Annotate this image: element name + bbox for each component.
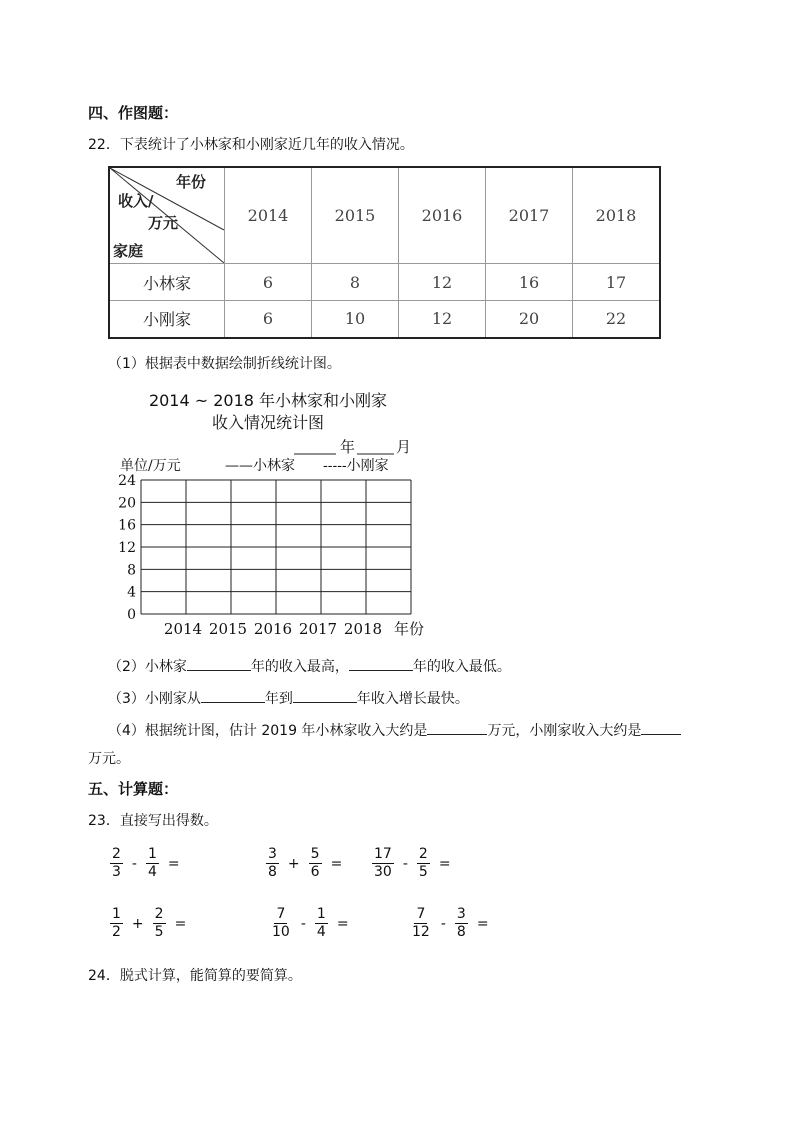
header-unit: 万元 [148,214,179,232]
denominator: 8 [268,864,277,881]
q3-text-a: （3）小刚家从 [108,691,201,707]
calc-expression [106,847,185,881]
q2-text-a: （2）小林家 [108,659,187,675]
fraction [417,847,430,881]
chart-x-axis-label: 年份 [394,620,425,638]
x-tick-label: 2016 [253,620,293,638]
fraction [315,907,328,941]
chart-y-ticks [118,473,136,623]
numerator: 7 [414,907,427,924]
numerator: 17 [372,847,394,864]
row-header-xiaogang: 小刚家 [109,301,225,338]
table-cell: 12 [399,264,486,301]
fraction [455,907,468,941]
q4-text-b: 万元，小刚家收入大约是 [487,723,642,739]
fraction [110,907,123,941]
q4-text-a: （4）根据统计图，估计 2019 年小林家收入大约是 [108,723,428,739]
denominator: 8 [456,924,466,941]
answer-blank-3a[interactable] [201,686,265,703]
row-header-xiaolin: 小林家 [109,264,225,301]
fraction [270,907,292,941]
calc-expression [368,847,456,881]
operator: + [131,915,144,932]
equals-sign: = [167,855,180,872]
header-income: 收入/ [118,192,154,210]
income-table [108,166,661,339]
fraction [372,847,394,881]
answer-blank-3b[interactable] [293,686,357,703]
y-tick-label: 20 [118,495,136,512]
table-cell: 12 [399,301,486,338]
year-header-cell: 2016 [399,167,486,264]
sub-question-1: （1）根据表中数据绘制折线统计图。 [108,356,341,372]
legend-xiaogang: -----小刚家 [323,458,389,474]
y-tick-label: 16 [118,517,136,534]
header-year: 年份 [176,173,207,191]
q3-text-b: 年到 [264,691,293,707]
question-23-text: 23．直接写出得数。 [88,813,218,829]
equals-sign: = [336,915,349,932]
operator: - [440,915,446,932]
answer-blank-4b[interactable] [641,718,681,735]
q2-text-b: 年的收入最高， [250,659,349,675]
y-tick-label: 4 [127,584,136,601]
chart-x-ticks [164,620,382,638]
calc-expression [266,907,354,941]
chart-unit-label: 单位/万元 [120,458,181,474]
year-header-cell: 2014 [225,167,312,264]
question-24-text: 24．脱式计算，能简算的要简算。 [88,968,302,984]
operator: + [287,855,300,872]
denominator: 10 [272,924,290,941]
year-header-cell: 2017 [486,167,573,264]
x-tick-label: 2015 [208,620,248,638]
year-header-cell: 2018 [573,167,661,264]
table-cell: 22 [573,301,661,338]
table-cell: 17 [573,264,661,301]
answer-blank-2b[interactable] [349,654,413,671]
numerator: 1 [146,847,159,864]
operator: - [300,915,306,932]
numerator: 1 [315,907,328,924]
denominator: 3 [112,864,121,881]
numerator: 1 [110,907,123,924]
numerator: 2 [417,847,430,864]
table-cell: 6 [225,264,312,301]
equals-sign: = [438,855,451,872]
x-tick-label: 2018 [343,620,383,638]
denominator: 30 [374,864,392,881]
x-tick-label: 2014 [163,620,203,638]
numerator: 5 [309,847,322,864]
denominator: 5 [418,864,428,881]
q2-text-c: 年的收入最低。 [412,659,511,675]
fraction [410,907,432,941]
sub-question-2 [108,654,511,676]
chart-title-line2: 收入情况统计图 [211,413,325,432]
y-tick-label: 0 [127,607,136,623]
denominator: 2 [112,924,121,941]
table-cell: 10 [312,301,399,338]
y-tick-label: 12 [118,540,136,556]
chart-grid [141,480,411,614]
x-tick-label: 2017 [298,620,338,638]
table-cell: 8 [312,264,399,301]
sub-question-3 [108,686,469,708]
q3-text-c: 年收入增长最快。 [356,691,469,707]
operator: - [131,855,137,872]
numerator: 2 [110,847,123,864]
table-diagonal-header [109,167,225,264]
calc-expression [106,907,191,941]
denominator: 4 [316,924,326,941]
section-5-heading: 五、计算题： [88,780,179,798]
numerator: 3 [266,847,279,864]
numerator: 7 [274,907,287,924]
answer-blank-4a[interactable] [427,718,487,735]
y-tick-label: 24 [118,473,136,489]
calc-expression [262,847,347,881]
fraction [309,847,322,881]
equals-sign: = [330,855,343,872]
numerator: 2 [153,907,166,924]
sub-question-4 [108,718,681,740]
denominator: 5 [154,924,164,941]
operator: - [402,855,408,872]
question-22-text: 22．下表统计了小林家和小刚家近几年的收入情况。 [88,137,414,153]
fraction [146,847,159,881]
table-cell: 16 [486,264,573,301]
section-4-heading: 四、作图题： [88,104,179,122]
header-family: 家庭 [113,242,144,260]
denominator: 12 [412,924,430,941]
fraction [266,847,279,881]
table-cell: 6 [225,301,312,338]
denominator: 4 [147,864,157,881]
numerator: 3 [455,907,468,924]
fraction [153,907,166,941]
calc-expression [406,907,494,941]
equals-sign: = [174,915,187,932]
sub-question-4-continued: 万元。 [88,751,130,767]
y-tick-label: 8 [127,562,136,579]
fraction [110,847,123,881]
table-cell: 20 [486,301,573,338]
answer-blank-2a[interactable] [187,654,251,671]
legend-xiaolin: ——小林家 [225,458,295,474]
denominator: 6 [310,864,320,881]
date-month-label: 月 [396,438,412,456]
date-year-label: 年 [340,438,356,456]
equals-sign: = [476,915,489,932]
chart-title-line1: 2014 ~ 2018 年小林家和小刚家 [148,391,388,410]
year-header-cell: 2015 [312,167,399,264]
line-chart [100,380,460,642]
